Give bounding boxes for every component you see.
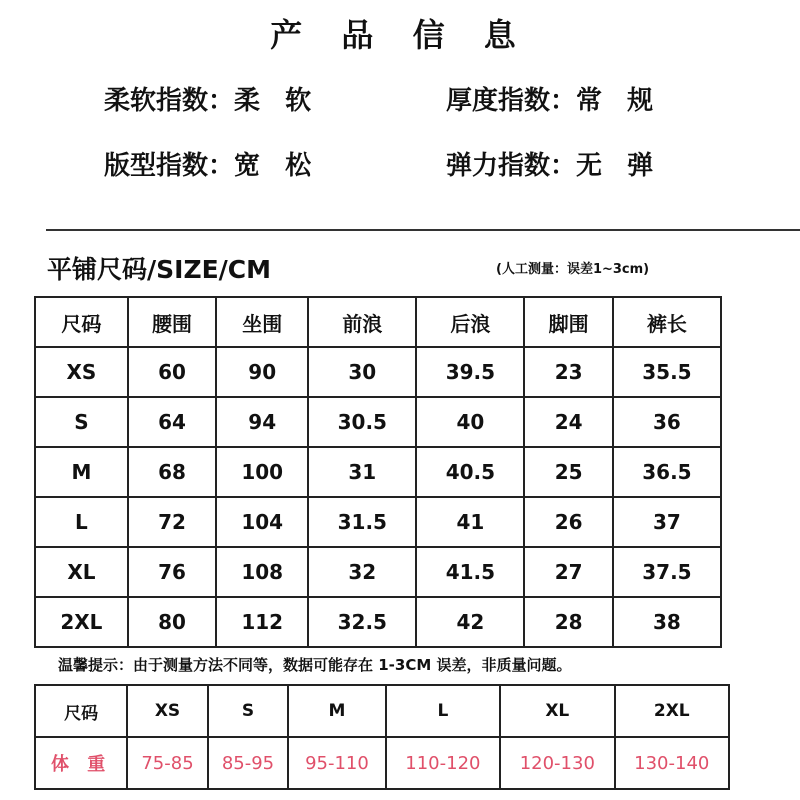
table-cell: 64 [128,397,216,447]
spec-softness [104,80,319,117]
spec-label: 柔软指数： [104,86,235,116]
size-section-title: 平铺尺码/SIZE/CM [47,255,271,284]
table-cell: 31 [308,447,416,497]
table-cell: 23 [524,347,612,397]
page-title: 产 品 信 息 [270,16,530,54]
table-cell: 68 [128,447,216,497]
table-cell: 30.5 [308,397,416,447]
table-cell: 25 [524,447,612,497]
table-cell: 31.5 [308,497,416,547]
header-cell: L [386,685,500,737]
table-row [35,497,721,547]
spec-value: 无 弹 [576,151,662,181]
weight-row [35,737,729,789]
table-row [35,547,721,597]
table-cell: 40.5 [416,447,524,497]
table-cell: XS [35,347,128,397]
table-cell: 36.5 [613,447,721,497]
weight-cell: 95-110 [288,737,385,789]
table-cell: 94 [216,397,308,447]
table-cell: 39.5 [416,347,524,397]
spec-value: 常 规 [576,86,662,116]
spec-thickness [446,80,661,117]
header-cell: 裤长 [613,297,721,347]
table-cell: 60 [128,347,216,397]
header-cell: 脚围 [524,297,612,347]
table-cell: 26 [524,497,612,547]
size-table [34,296,722,648]
table-cell: 28 [524,597,612,647]
header-cell: 尺码 [35,685,127,737]
spec-elasticity [446,145,661,182]
weight-cell: 130-140 [615,737,729,789]
table-cell: 42 [416,597,524,647]
table-cell: 24 [524,397,612,447]
measurement-tip: 温馨提示：由于测量方法不同等，数据可能存在 1-3CM 误差，非质量问题。 [58,656,572,674]
table-cell: 32.5 [308,597,416,647]
header-cell: 坐围 [216,297,308,347]
spec-value: 柔 软 [234,86,320,116]
table-cell: XL [35,547,128,597]
table-cell: 36 [613,397,721,447]
spec-fit [104,145,319,182]
header-cell: M [288,685,385,737]
table-cell: 38 [613,597,721,647]
header-cell: XL [500,685,614,737]
table-cell: S [35,397,128,447]
spec-label: 厚度指数： [446,86,577,116]
table-row [35,347,721,397]
table-cell: 37 [613,497,721,547]
table-cell: 100 [216,447,308,497]
table-cell: 76 [128,547,216,597]
header-cell: 腰围 [128,297,216,347]
header-cell: S [208,685,288,737]
table-header-row [35,297,721,347]
table-cell: L [35,497,128,547]
weight-table [34,684,730,790]
table-cell: 90 [216,347,308,397]
header-cell: 2XL [615,685,729,737]
table-cell: 30 [308,347,416,397]
table-cell: 40 [416,397,524,447]
table-cell: 104 [216,497,308,547]
table-cell: 35.5 [613,347,721,397]
table-cell: 41 [416,497,524,547]
table-cell: 72 [128,497,216,547]
header-cell: XS [127,685,207,737]
table-cell: M [35,447,128,497]
header-cell: 后浪 [416,297,524,347]
weight-cell: 75-85 [127,737,207,789]
table-cell: 108 [216,547,308,597]
weight-cell: 120-130 [500,737,614,789]
weight-cell: 110-120 [386,737,500,789]
header-cell: 尺码 [35,297,128,347]
weight-row-label: 体 重 [35,737,127,789]
spec-label: 弹力指数： [446,151,577,181]
table-cell: 80 [128,597,216,647]
spec-label: 版型指数： [104,151,235,181]
divider [46,229,800,231]
table-cell: 41.5 [416,547,524,597]
weight-cell: 85-95 [208,737,288,789]
table-cell: 112 [216,597,308,647]
table-row [35,597,721,647]
measure-note: (人工测量：误差1~3cm) [496,262,650,277]
table-row [35,447,721,497]
table-row [35,397,721,447]
table-header-row [35,685,729,737]
spec-value: 宽 松 [234,151,320,181]
table-cell: 32 [308,547,416,597]
table-cell: 37.5 [613,547,721,597]
header-cell: 前浪 [308,297,416,347]
table-cell: 2XL [35,597,128,647]
table-cell: 27 [524,547,612,597]
